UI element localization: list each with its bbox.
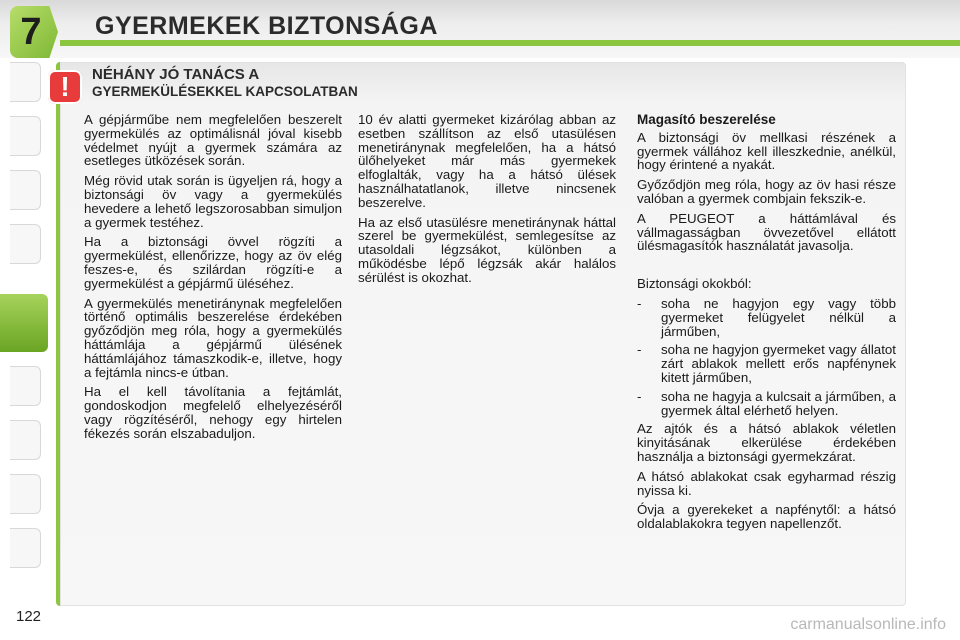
col1-paragraph: A gépjárműbe nem megfelelően beszerelt gyermekülés az optimálisnál jóval kisebb védelmet nyújt a gyermek számára az esetleges ütközések során. [84,112,342,169]
section-title-line1: NÉHÁNY JÓ TANÁCS A [92,66,260,83]
col3-paragraph: Győződjön meg róla, hogy az öv hasi része valóban a gyermek combjain fekszik-e. [637,177,896,206]
col3-paragraph: A PEUGEOT a háttámlával és vállmagasságban övvezetővel ellátott ülésmagasítók használatát javasolja. [637,210,896,254]
safety-intro: Biztonsági okokból: [637,276,752,292]
chapter-number: 7 [20,11,42,53]
chapter-tab-1[interactable] [10,62,41,102]
col2-paragraph: 10 év alatti gyermeket kizárólag abban az esetben szállítson az első utasülésen menetiránynak megfelelően, ha a hátsó ülőhelyeket már más gyermekek elfoglalták, vagy ha a hátsó ülések használhatatlanok, illetve nincsenek beszerelve. [358,112,616,210]
bullet-dash: - [637,388,642,404]
bullet-dash: - [637,295,642,311]
chapter-tab-active[interactable] [0,294,48,352]
column-1 [84,113,342,447]
col3-closing: Az ajtók és a hátsó ablakok véletlen kinyitásának elkerülése érdekében használja a biztonsági gyermekzárat. [637,421,896,464]
page-number: 122 [16,608,42,625]
list-item-text: soha ne hagyjon gyermeket vagy állatot zárt ablakok mellett erős napfénynek kitett járműben, [661,342,896,385]
column-3 [637,113,896,537]
col1-paragraph: A gyermekülés menetiránynak megfelelően történő optimális beszerelése érdekében győződjön meg róla, hogy a gyermekülés háttámlája a gépjármű ülésének háttámlájához támaszkodik-e, illetve, hogy a fejtámla nincs-e útban. [84,295,342,380]
bullet-dash: - [637,342,642,358]
watermark: carmanualsonline.info [790,616,946,633]
col3-closing: Óvja a gyerekeket a napfénytől: a hátsó oldalablakokra tegyen napellenzőt. [637,502,896,532]
chapter-tab-9[interactable] [10,528,41,568]
col3-paragraph: A biztonsági öv mellkasi részének a gyermek vállához kell illeszkednie, anélkül, hogy érintené a nyakát. [637,129,896,173]
booster-heading: Magasító beszerelése [637,112,776,127]
chapter-tab-6[interactable] [10,366,41,406]
section-title-line2: GYERMEKÜLÉSEKKEL KAPCSOLATBAN [92,84,358,99]
list-item-text: soha ne hagyja a kulcsait a járműben, a gyermek által elérhető helyen. [661,388,896,418]
chapter-tab-4[interactable] [10,224,41,264]
chapter-tab-2[interactable] [10,116,41,156]
list-item [637,343,896,384]
chapter-tab-8[interactable] [10,474,41,514]
list-item-text: soha ne hagyjon egy vagy több gyermeket felügyelet nélkül a járműben, [661,295,896,339]
list-item [637,390,896,418]
chapter-tab-3[interactable] [10,170,41,210]
col1-paragraph: Még rövid utak során is ügyeljen rá, hogy a biztonsági öv vagy a gyermekülés hevedere a lehető legszorosabban simuljon a gyermek testéhez. [84,173,342,230]
list-item [637,297,896,338]
col1-paragraph: Ha el kell távolítania a fejtámlát, gondoskodjon megfelelő elhelyezéséről vagy rögzítéséről, nehogy egy hirtelen fékezés során elszabaduljon. [84,384,342,441]
section-title [92,66,358,100]
chapter-tab-7[interactable] [10,420,41,460]
col3-closing: A hátsó ablakokat csak egyharmad részig nyissa ki. [637,468,896,498]
col2-paragraph: Ha az első utasülésre menetiránynak háttal szerel be gyermekülést, semlegesítse az utasoldali légzsákot, különben a működésbe lépő légzsák akár halálos sérülést is okozhat. [358,214,616,285]
col1-paragraph: Ha a biztonsági övvel rögzíti a gyermekülést, ellenőrizze, hogy az öv elég feszes-e, és szilárdan rögzíti-e a gyermekülést a gépjármű üléséhez. [84,234,342,291]
warning-icon: ! [48,70,82,104]
spacer [637,259,896,277]
column-2 [358,113,616,291]
chapter-title: GYERMEKEK BIZTONSÁGA [95,12,438,40]
